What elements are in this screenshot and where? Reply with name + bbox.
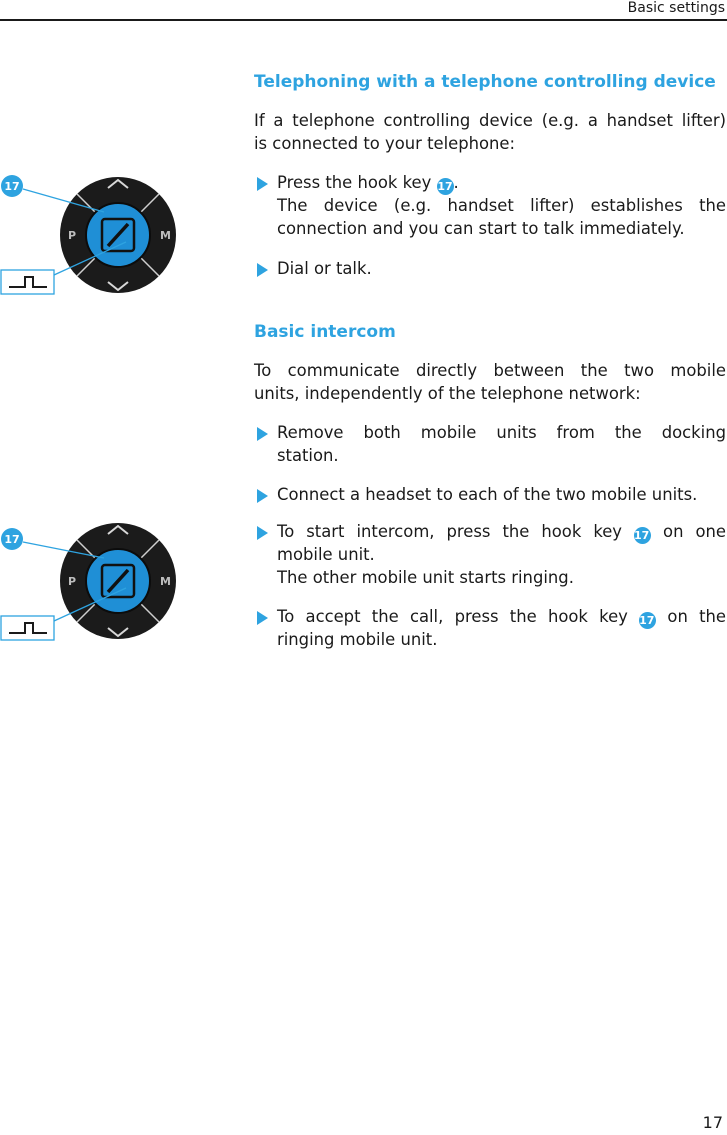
section2-bullet-start-intercom: [254, 521, 726, 589]
bullet-line-2: station.: [277, 445, 339, 465]
bullet-text: Press the hook key: [277, 173, 432, 192]
hook-key-button: [86, 203, 150, 267]
bullet-arrow-icon: [257, 177, 268, 191]
left-key-label: P: [68, 575, 77, 588]
bullet-text-before: To accept the call, press the hook key: [277, 607, 628, 626]
section1-intro-line-1: If a telephone controlling device (e.g. a handset lifter): [254, 111, 726, 130]
section2-intro-line-1: To communicate directly between the two mobile: [254, 361, 726, 380]
bullet-line-2: ringing mobile unit.: [277, 630, 438, 649]
section1-intro: [254, 110, 726, 155]
callout-number: 17: [4, 180, 20, 193]
right-key-label: M: [160, 575, 171, 588]
section2-bullet-remove: [254, 422, 726, 467]
section2-intro-line-2: units, independently of the telephone network:: [254, 383, 641, 403]
hook-key-button: [86, 549, 150, 613]
bullet-line-3: The other mobile unit starts ringing.: [277, 567, 574, 587]
bullet-detail-line-1: The device (e.g. handset lifter) establishes the: [277, 196, 726, 215]
section2-intro: [254, 360, 726, 405]
bullet-text: Connect a headset to each of the two mobile units.: [277, 485, 698, 504]
hook-key-figure-1: [0, 170, 200, 300]
bullet-line-1: Remove both mobile units from the docking: [277, 423, 726, 442]
page-number: 17: [702, 1113, 723, 1132]
section-heading-telephoning: Telephoning with a telephone controlling device: [254, 72, 716, 92]
hook-key-number-badge: 17: [437, 180, 453, 193]
section1-bullet-press-hook: [254, 172, 726, 240]
bullet-text-period: .: [453, 173, 459, 192]
callout-number: 17: [4, 533, 20, 546]
running-header: Basic settings: [627, 0, 725, 16]
section2-bullet-accept-call: [254, 606, 726, 652]
left-key-label: P: [68, 229, 77, 242]
header-rule: [0, 19, 727, 21]
hook-key-figure-2: [0, 492, 200, 642]
section1-bullet-dial: [254, 258, 726, 281]
right-key-label: M: [160, 229, 171, 242]
bullet-text-after: on the: [667, 607, 727, 626]
bullet-arrow-icon: [257, 427, 268, 441]
bullet-text: Dial or talk.: [277, 259, 372, 278]
bullet-line-2: mobile unit.: [277, 545, 375, 564]
section2-bullet-connect: [254, 484, 726, 507]
bullet-arrow-icon: [257, 489, 268, 503]
section1-intro-line-2: is connected to your telephone:: [254, 133, 516, 153]
section-heading-intercom: Basic intercom: [254, 322, 396, 342]
bullet-arrow-icon: [257, 263, 268, 277]
bullet-arrow-icon: [257, 526, 268, 540]
bullet-arrow-icon: [257, 611, 268, 625]
bullet-detail-line-2: connection and you can start to talk immediately.: [277, 218, 685, 238]
bullet-text-before: To start intercom, press the hook key: [277, 522, 623, 541]
hook-key-number-badge: 17: [634, 529, 650, 542]
hook-key-number-badge: 17: [639, 614, 655, 627]
bullet-text-after: on one: [663, 522, 726, 541]
